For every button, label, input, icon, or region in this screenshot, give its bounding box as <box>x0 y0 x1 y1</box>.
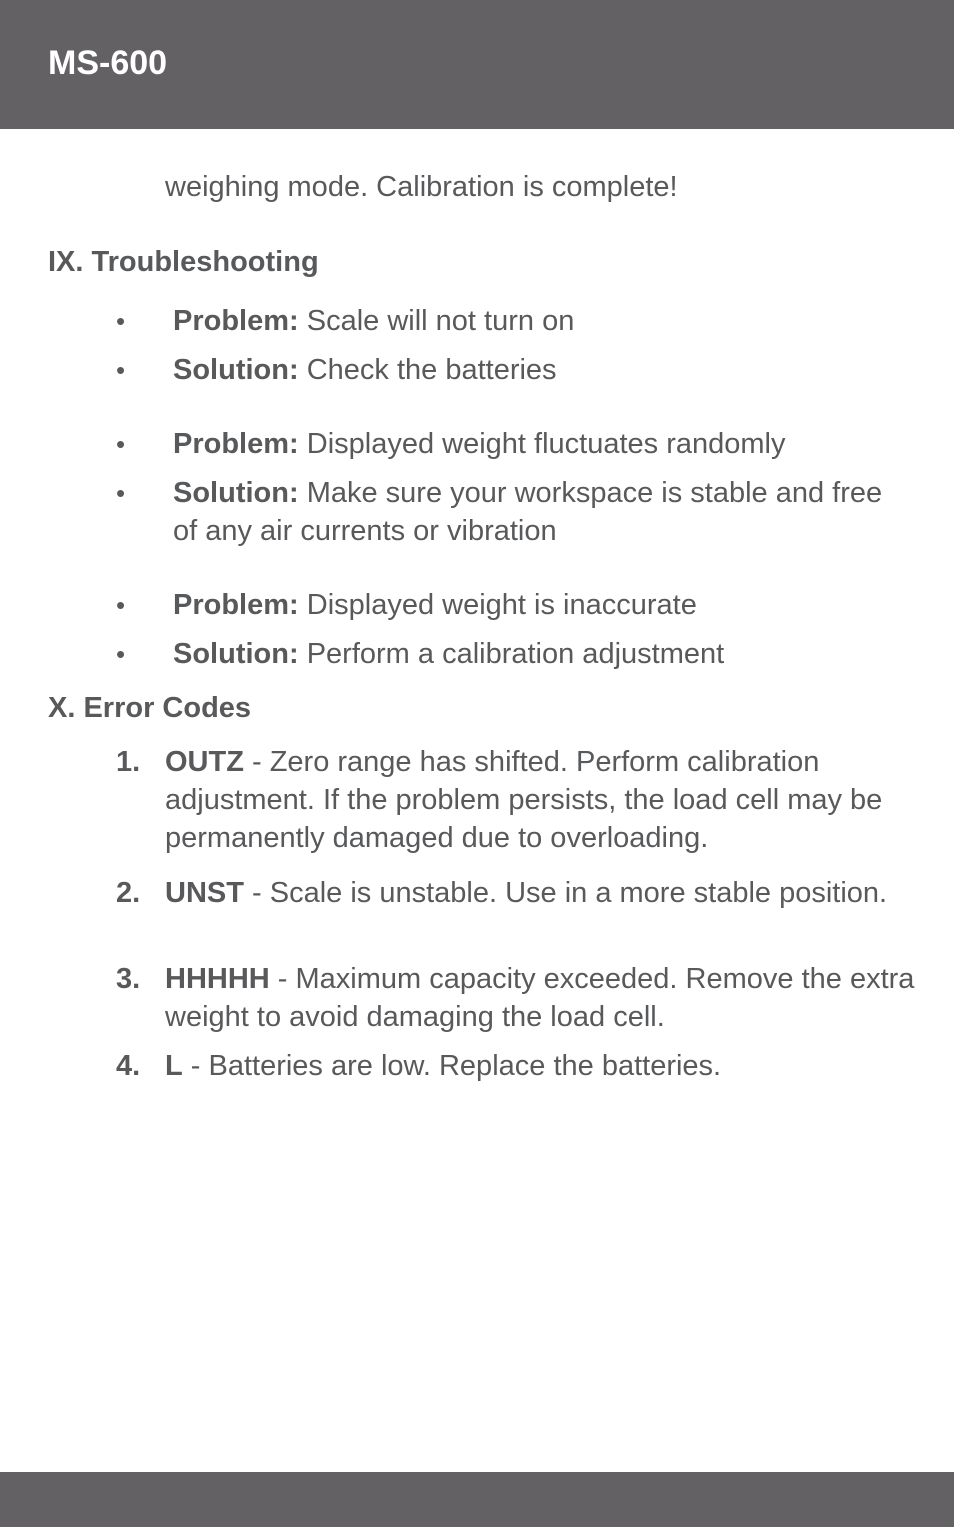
page-header <box>0 0 954 129</box>
item-text: Make sure your workspace is stable and free of any air currents or vibration <box>173 477 883 547</box>
item-label: Solution: <box>173 477 299 509</box>
item-number: 3. <box>116 963 141 995</box>
item-text: Perform a calibration adjustment <box>298 638 725 670</box>
bullet-icon: • <box>116 306 126 336</box>
item-label: Solution: <box>173 638 299 670</box>
item-text: Check the batteries <box>298 354 557 386</box>
page-footer <box>0 1472 954 1527</box>
error-description: - Zero range has shifted. Perform calibration adjustment. If the problem persists, the load cell may be permanently damaged due to overloading. <box>165 746 883 854</box>
item-text: Scale will not turn on <box>298 305 575 337</box>
bullet-icon: • <box>116 429 126 459</box>
error-code: OUTZ <box>165 746 244 778</box>
item-text: Displayed weight fluctuates randomly <box>298 428 786 460</box>
error-description: - Batteries are low. Replace the batteries. <box>182 1050 722 1082</box>
document-title: MS-600 <box>48 44 168 82</box>
bullet-icon: • <box>116 478 126 508</box>
error-description: - Scale is unstable. Use in a more stable position. <box>243 877 888 909</box>
item-label: Solution: <box>173 354 299 386</box>
troubleshooting-heading: IX. Troubleshooting <box>48 246 319 278</box>
item-number: 2. <box>116 877 141 909</box>
item-text: Displayed weight is inaccurate <box>298 589 697 621</box>
error-description: - Maximum capacity exceeded. Remove the extra weight to avoid damaging the load cell. <box>165 963 915 1033</box>
error-code: HHHHH <box>165 963 270 995</box>
bullet-icon: • <box>116 590 126 620</box>
error-code: L <box>165 1050 183 1082</box>
item-label: Problem: <box>173 589 299 621</box>
bullet-icon: • <box>116 639 126 669</box>
item-label: Problem: <box>173 305 299 337</box>
error-codes-heading: X. Error Codes <box>48 692 252 724</box>
item-label: Problem: <box>173 428 299 460</box>
item-number: 4. <box>116 1050 141 1082</box>
intro-line: weighing mode. Calibration is complete! <box>165 171 678 203</box>
error-code: UNST <box>165 877 244 909</box>
item-number: 1. <box>116 746 141 778</box>
bullet-icon: • <box>116 355 126 385</box>
